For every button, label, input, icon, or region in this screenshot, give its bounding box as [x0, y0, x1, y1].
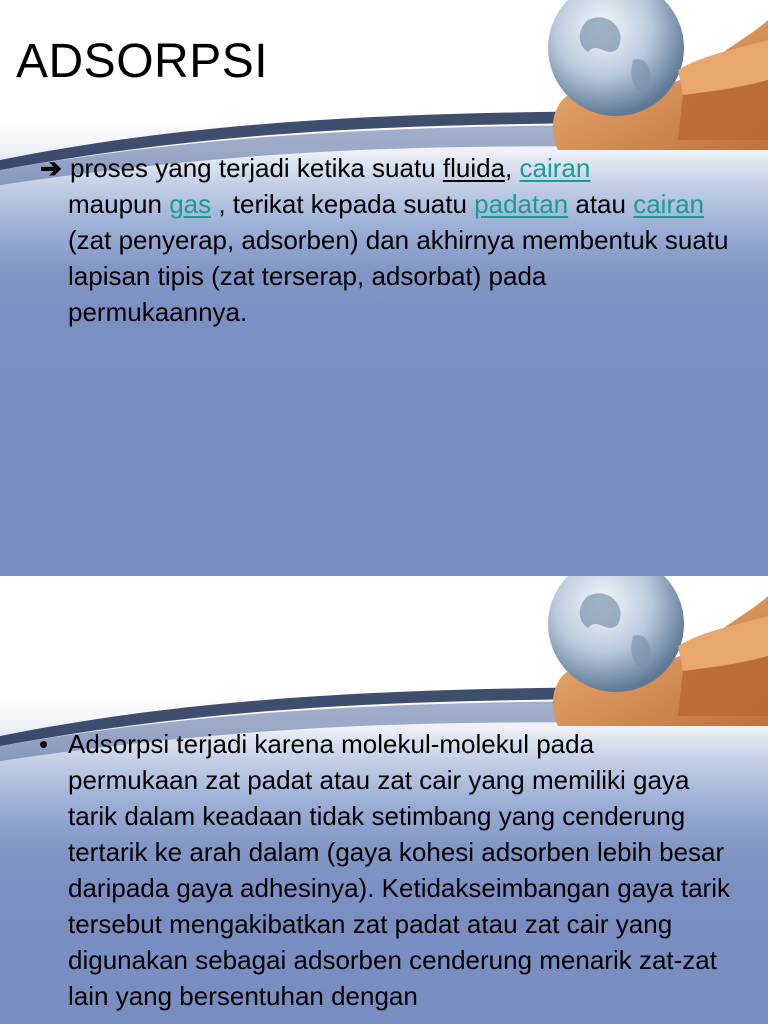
- text-segment: , terikat kepada suatu: [211, 189, 475, 219]
- text-segment: atau: [568, 189, 634, 219]
- bullet-list: [40, 726, 730, 1014]
- gas-link[interactable]: gas: [169, 189, 212, 219]
- globe-in-hand-image: [528, 576, 768, 726]
- slide-2: [0, 576, 768, 1024]
- paragraph-continuation: [40, 186, 730, 330]
- bullet-dot: •: [39, 729, 49, 759]
- text-segment: proses yang terjadi ketika suatu: [70, 153, 443, 183]
- padatan-link[interactable]: padatan: [474, 189, 569, 219]
- cairan-link-2[interactable]: cairan: [633, 189, 705, 219]
- definition-paragraph: [40, 150, 730, 330]
- bullet-item: [40, 726, 730, 1014]
- cairan-link[interactable]: cairan: [519, 153, 591, 183]
- text-segment: (zat penyerap, adsorben) dan akhirnya membentuk suatu lapisan tipis (zat terserap, adsorbat) pada permukaannya.: [68, 225, 729, 327]
- text-segment: ,: [505, 153, 520, 183]
- fluida-link[interactable]: fluida: [442, 153, 506, 183]
- bullet-text: Adsorpsi terjadi karena molekul-molekul pada permukaan zat padat atau zat cair yang memiliki gaya tarik dalam keadaan tidak setimbang yang cenderung tertarik ke arah dalam (gaya kohesi adsorben lebih besar daripada gaya adhesinya). Ketidakseimbangan gaya tarik tersebut mengakibatkan zat padat atau zat cair yang digunakan sebagai adsorben cenderung menarik zat-zat lain yang bersentuhan dengan: [68, 729, 730, 1011]
- slide-title: ADSORPSI: [16, 35, 269, 88]
- text-segment: maupun: [68, 189, 170, 219]
- arrow-right-icon: ➔: [40, 153, 62, 183]
- globe-in-hand-image: [528, 0, 768, 150]
